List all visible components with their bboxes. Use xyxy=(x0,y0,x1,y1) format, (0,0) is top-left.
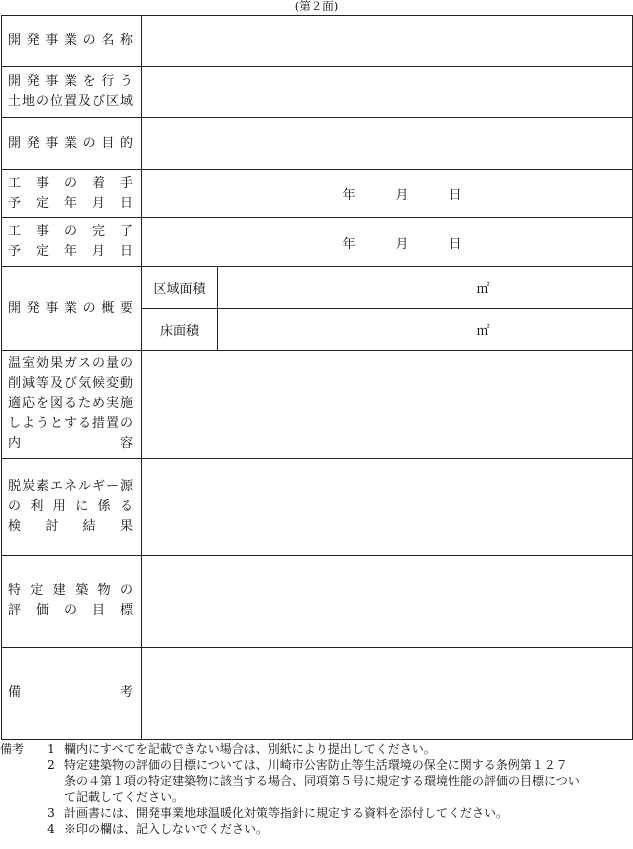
note-number: 1 xyxy=(47,742,55,756)
row-project-name xyxy=(2,16,633,67)
input-building-target[interactable] xyxy=(142,555,633,647)
notes-section xyxy=(0,741,633,837)
label-decarbonized-energy: 脱炭素エネルギー源 の利用に係る 検討結果 xyxy=(2,458,142,555)
input-ghg-measures[interactable] xyxy=(142,351,633,458)
note-number: 2 xyxy=(47,758,55,772)
label-start-date: 工事の着手 予定年月日 xyxy=(2,170,142,218)
year-unit: 年 xyxy=(342,236,356,252)
label-project-name: 開発事業の名称 xyxy=(2,16,142,67)
input-project-location[interactable] xyxy=(142,67,633,118)
row-end-date xyxy=(2,218,633,267)
label-ghg-measures: 温室効果ガスの量の 削減等及び気候変動 適応を図るため実施 しようとする措置の 内容 xyxy=(2,351,142,458)
label-remarks: 備考 xyxy=(2,647,142,739)
note-item xyxy=(0,821,633,837)
day-unit: 日 xyxy=(448,236,462,252)
row-project-purpose xyxy=(2,118,633,170)
label-area: 区域面積 xyxy=(142,267,218,309)
input-project-name[interactable] xyxy=(142,16,633,67)
input-project-purpose[interactable] xyxy=(142,118,633,170)
input-decarbonized-energy[interactable] xyxy=(142,458,633,555)
page-title: (第２面) xyxy=(294,0,339,13)
input-remarks[interactable] xyxy=(142,647,633,739)
row-building-target xyxy=(2,555,633,647)
note-number: 3 xyxy=(47,806,55,820)
row-project-location xyxy=(2,67,633,118)
row-remarks xyxy=(2,647,633,739)
row-ghg-measures xyxy=(2,351,633,458)
note-item xyxy=(0,741,633,757)
row-overview-area xyxy=(2,267,633,309)
label-end-date: 工事の完了 予定年月日 xyxy=(2,218,142,267)
row-decarbonized-energy xyxy=(2,458,633,555)
label-building-target: 特定建築物の 評価の目標 xyxy=(2,555,142,647)
label-project-purpose: 開発事業の目的 xyxy=(2,118,142,170)
label-project-location: 開発事業を行う 土地の位置及び区域 xyxy=(2,67,142,118)
note-text: ※印の欄は、記入しないでください。 xyxy=(64,822,269,836)
area-unit: ㎡ xyxy=(476,282,490,298)
notes-heading: 備考 xyxy=(0,742,25,756)
month-unit: 月 xyxy=(395,236,409,252)
input-area[interactable] xyxy=(218,267,633,309)
note-item xyxy=(0,757,633,805)
month-unit: 月 xyxy=(395,188,409,204)
note-text: 計画書には、開発事業地球温暖化対策等指針に規定する資料を添付してください。 xyxy=(64,806,509,820)
note-item xyxy=(0,805,633,821)
note-text: 特定建築物の評価の目標については、川崎市公害防止等生活環境の保全に関する条例第１２７ 条の４第１項の特定建築物に該当する場合、同項第５号に規定する環境性能の評価の目標につい て記載してください。 xyxy=(64,758,580,804)
row-start-date xyxy=(2,170,633,218)
year-unit: 年 xyxy=(342,188,356,204)
day-unit: 日 xyxy=(448,188,462,204)
note-number: 4 xyxy=(47,822,55,836)
note-text: 欄内にすべてを記載できない場合は、別紙により提出してください。 xyxy=(64,742,436,756)
label-overview: 開発事業の概要 xyxy=(2,267,142,351)
development-plan-form-table xyxy=(1,15,633,740)
input-start-date[interactable] xyxy=(142,170,633,218)
input-floor-area[interactable] xyxy=(218,309,633,351)
input-end-date[interactable] xyxy=(142,218,633,267)
label-floor-area: 床面積 xyxy=(142,309,218,351)
floor-area-unit: ㎡ xyxy=(476,324,490,340)
